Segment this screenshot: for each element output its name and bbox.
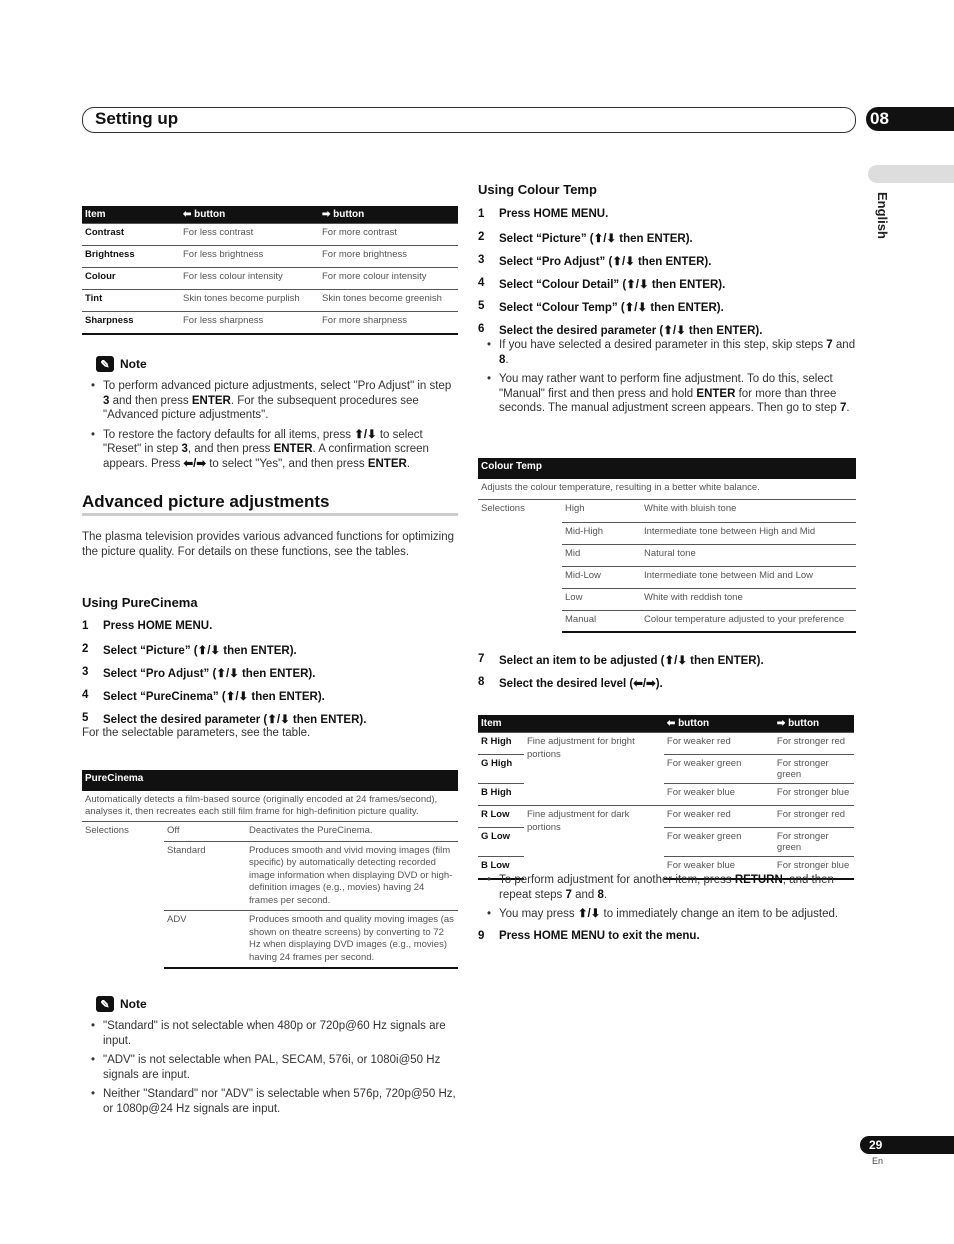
- colourtemp-step-9: [478, 930, 856, 953]
- header-bar: [82, 107, 856, 133]
- after-bullet: • You may press ⬆/⬇ to immediately change an item to be adjusted.: [499, 907, 856, 922]
- pencil-icon: ✎: [96, 996, 114, 1012]
- note1-list-wrap: [82, 379, 458, 476]
- colourtemp-table: [478, 458, 856, 633]
- rgb-table-wrap: [478, 715, 854, 880]
- col-right-button: ➡ button: [319, 206, 458, 224]
- note-item: • Neither "Standard" nor "ADV" is selectable when 576p, 720p@50 Hz, or 1080p@24 Hz signals are input.: [103, 1087, 458, 1116]
- item-name: G Low: [478, 828, 524, 857]
- option-name: Mid-High: [562, 522, 641, 544]
- step-text: Select the desired parameter (⬆/⬇ then ENTER).: [499, 325, 763, 337]
- table-row: [82, 246, 458, 268]
- table-row: [82, 224, 458, 246]
- left-effect: For weaker green: [664, 828, 774, 857]
- step-4: [478, 277, 856, 300]
- note2-heading: ✎ Note: [96, 996, 147, 1012]
- step-text: Select “PureCinema” (⬆/⬇ then ENTER).: [103, 691, 325, 703]
- table-row: [478, 733, 854, 755]
- step-number: 1: [82, 620, 89, 632]
- table-row: [82, 268, 458, 290]
- item-name: B High: [478, 784, 524, 806]
- step-1: [478, 208, 856, 231]
- table-cell: Skin tones become greenish: [319, 290, 458, 312]
- left-effect: For weaker blue: [664, 784, 774, 806]
- option-desc: White with reddish tone: [641, 588, 856, 610]
- note-heading: ✎ Note: [96, 356, 147, 372]
- advanced-intro: The plasma television provides various advanced functions for optimizing the picture quality. For details on these functions, see the tables.: [82, 531, 455, 558]
- step-number: 3: [82, 666, 89, 678]
- step-text: Select “Picture” (⬆/⬇ then ENTER).: [499, 233, 693, 245]
- table-cell: Sharpness: [82, 312, 180, 334]
- table-cell: For less sharpness: [180, 312, 319, 334]
- option-name: ADV: [164, 911, 246, 969]
- purecinema-table-header: PureCinema: [82, 770, 458, 791]
- step-number: 5: [82, 712, 89, 724]
- option-desc: White with bluish tone: [644, 503, 737, 514]
- right-effect: For stronger blue: [774, 784, 854, 806]
- option-name: Mid-Low: [562, 566, 641, 588]
- selections-label: Selections: [481, 503, 525, 514]
- step-number: 9: [478, 930, 485, 942]
- step-3: [82, 666, 458, 689]
- step-text: Select “Pro Adjust” (⬆/⬇ then ENTER).: [499, 256, 712, 268]
- title-underline: [82, 513, 458, 516]
- item-name: G High: [478, 755, 524, 784]
- option-name: Standard: [164, 841, 246, 911]
- step-3: [478, 254, 856, 277]
- colourtemp-table-header: Colour Temp: [478, 458, 856, 479]
- note2-list: [82, 1019, 458, 1116]
- item-name: B Low: [478, 857, 524, 879]
- right-effect: For stronger green: [774, 828, 854, 857]
- step-number: 1: [478, 208, 485, 220]
- option-name: Low: [562, 588, 641, 610]
- step-2: [82, 643, 458, 666]
- purecinema-table: [82, 770, 458, 969]
- step-number: 2: [478, 231, 485, 243]
- col-left-button: ⬅ button: [664, 715, 774, 733]
- note-item: • "Standard" is not selectable when 480p or 720p@60 Hz signals are input.: [103, 1019, 458, 1048]
- pencil-icon: ✎: [96, 356, 114, 372]
- right-effect: For stronger green: [774, 755, 854, 784]
- step-number: 5: [478, 300, 485, 312]
- step6-bullet: • If you have selected a desired parameter in this step, skip steps 7 and 8.: [499, 338, 856, 367]
- option-desc: Colour temperature adjusted to your preference: [641, 610, 856, 632]
- step5-note: For the selectable parameters, see the table.: [82, 727, 311, 739]
- step-text: Press HOME MENU to exit the menu.: [499, 930, 700, 942]
- note-item: • To perform advanced picture adjustments, select "Pro Adjust" in step 3 and then press ENTER. For the subsequent procedures see "Advanced picture adjustments".: [103, 379, 458, 423]
- step-7: [478, 653, 856, 676]
- table-cell: For less colour intensity: [180, 268, 319, 290]
- step-text: Select an item to be adjusted (⬆/⬇ then ENTER).: [499, 655, 764, 667]
- left-effect: For weaker green: [664, 755, 774, 784]
- table-row: [82, 822, 458, 841]
- step-5: [478, 300, 856, 323]
- picture-items-table: [82, 206, 458, 335]
- table-cell: Colour: [82, 268, 180, 290]
- step-text: Press HOME MENU.: [499, 208, 609, 220]
- table-cell: For more brightness: [319, 246, 458, 268]
- purecinema-table-description: Automatically detects a film-based source (originally encoded at 24 frames/second), analyses it, then recreates each still film frame for high-definition picture quality.: [82, 791, 458, 822]
- purecinema-steps: [82, 620, 458, 741]
- step-number: 4: [82, 689, 89, 701]
- table-cell: For more sharpness: [319, 312, 458, 334]
- table-row: [478, 806, 854, 828]
- colourtemp-heading: Using Colour Temp: [478, 182, 597, 197]
- step-1: [82, 620, 458, 643]
- table-header-row: [478, 715, 854, 733]
- step-8: [478, 676, 856, 699]
- step-number: 6: [478, 323, 485, 335]
- table-row: [478, 500, 856, 522]
- left-effect: For weaker red: [664, 806, 774, 828]
- step-number: 7: [478, 653, 485, 665]
- after-bullets: [478, 873, 856, 922]
- picture-items-table-wrap: [82, 206, 458, 335]
- step-2: [478, 231, 856, 254]
- colourtemp-steps-2: [478, 653, 856, 699]
- option-name: Off: [167, 825, 180, 836]
- table-cell: Contrast: [82, 224, 180, 246]
- purecinema-heading: Using PureCinema: [82, 595, 198, 610]
- table-row: [82, 290, 458, 312]
- table-cell: Skin tones become purplish: [180, 290, 319, 312]
- step-4: [82, 689, 458, 712]
- step-9: [478, 930, 856, 953]
- note1-list: [82, 379, 458, 471]
- left-effect: For weaker red: [664, 733, 774, 755]
- advanced-title: Advanced picture adjustments: [82, 492, 330, 511]
- option-desc: Natural tone: [641, 544, 856, 566]
- step-number: 2: [82, 643, 89, 655]
- note-item: • To restore the factory defaults for all items, press ⬆/⬇ to select "Reset" in step 3, and then press ENTER. A confirmation screen appears. Press ⬅/➡ to select "Yes", and then press ENTER.: [103, 428, 458, 472]
- option-desc: Produces smooth and quality moving images (as shown on theatre screens) by converting to 72 Hz when displaying DVD images (e.g., movies) having 24 frames per second.: [246, 911, 458, 969]
- step-text: Select “Colour Temp” (⬆/⬇ then ENTER).: [499, 302, 724, 314]
- step-number: 8: [478, 676, 485, 688]
- page-number: 29: [869, 1138, 883, 1152]
- step-text: Select the desired parameter (⬆/⬇ then ENTER).: [103, 714, 367, 726]
- step-number: 4: [478, 277, 485, 289]
- col-left-button: ⬅ button: [180, 206, 319, 224]
- option-name: High: [565, 503, 585, 514]
- col-item: Item: [478, 715, 664, 733]
- after-bullet: • To perform adjustment for another item, press RETURN, and then repeat steps 7 and 8.: [499, 873, 856, 902]
- option-desc: Intermediate tone between Mid and Low: [641, 566, 856, 588]
- colourtemp-table-description: Adjusts the colour temperature, resulting in a better white balance.: [478, 479, 856, 500]
- step-number: 3: [478, 254, 485, 266]
- table-cell: Brightness: [82, 246, 180, 268]
- group-desc: Fine adjustment for dark portions: [524, 806, 664, 879]
- step-text: Press HOME MENU.: [103, 620, 213, 632]
- page-lang-code: En: [872, 1156, 884, 1166]
- option-desc: Deactivates the PureCinema.: [249, 825, 373, 836]
- step6-bullets: [478, 338, 856, 416]
- step-text: Select “Picture” (⬆/⬇ then ENTER).: [103, 645, 297, 657]
- rgb-table: [478, 715, 854, 880]
- chapter-number: 08: [870, 109, 889, 128]
- after-bullets-wrap: [478, 873, 856, 927]
- step-text: Select “Colour Detail” (⬆/⬇ then ENTER).: [499, 279, 726, 291]
- step-text: Select “Pro Adjust” (⬆/⬇ then ENTER).: [103, 668, 316, 680]
- selections-label: Selections: [85, 825, 129, 836]
- option-name: Manual: [562, 610, 641, 632]
- col-item: Item: [82, 206, 180, 224]
- language-label: English: [875, 192, 890, 239]
- right-effect: For stronger red: [774, 806, 854, 828]
- table-cell: For more contrast: [319, 224, 458, 246]
- table-cell: Tint: [82, 290, 180, 312]
- note-item: • "ADV" is not selectable when PAL, SECAM, 576i, or 1080i@50 Hz signals are input.: [103, 1053, 458, 1082]
- option-desc: Intermediate tone between High and Mid: [641, 522, 856, 544]
- section-title: Setting up: [95, 109, 179, 128]
- table-cell: For less brightness: [180, 246, 319, 268]
- colourtemp-steps: [478, 208, 856, 346]
- group-desc: Fine adjustment for bright portions: [524, 733, 664, 806]
- table-row: [82, 312, 458, 334]
- col-right-button: ➡ button: [774, 715, 854, 733]
- right-effect: For stronger blue: [774, 857, 854, 879]
- note2-list-wrap: [82, 1019, 458, 1121]
- item-name: R Low: [478, 806, 524, 828]
- table-cell: For less contrast: [180, 224, 319, 246]
- right-effect: For stronger red: [774, 733, 854, 755]
- step6-bullet: • You may rather want to perform fine adjustment. To do this, select "Manual" first and then press and hold ENTER for more than three seconds. The manual adjustment screen appears. Then go to step 7.: [499, 372, 856, 416]
- item-name: R High: [478, 733, 524, 755]
- option-desc: Produces smooth and vivid moving images (film specific) by automatically detecting recorded image information when displaying DVD or high-definition images (e.g., movies) having 24 frames per second.: [246, 841, 458, 911]
- language-tab: [868, 165, 954, 183]
- table-cell: For more colour intensity: [319, 268, 458, 290]
- left-effect: For weaker blue: [664, 857, 774, 879]
- step6-bullets-wrap: [478, 338, 856, 421]
- step-text: Select the desired level (⬅/➡).: [499, 678, 663, 690]
- option-name: Mid: [562, 544, 641, 566]
